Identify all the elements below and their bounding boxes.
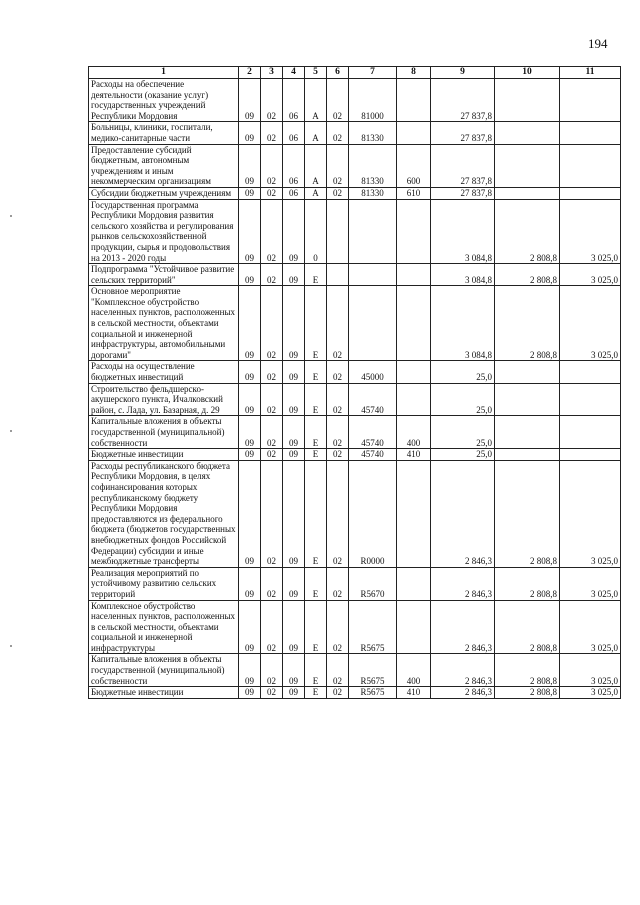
table-row [89,383,621,416]
table-row [89,122,621,144]
code-cell: 81330 [349,187,397,199]
amount-cell: 25,0 [431,449,495,461]
amount-cell [560,79,621,122]
code-cell [349,286,397,361]
table-row [89,199,621,264]
table-row [89,361,621,383]
code-cell: 09 [283,286,305,361]
code-cell: 02 [327,600,349,654]
code-cell: 09 [239,286,261,361]
header-cell: 1 [89,67,239,79]
row-name-cell: Комплексное обустройство населенных пунктов, расположенных в сельской местности, объектами социальной и инженерной инфраструктуры [89,600,239,654]
amount-cell: 25,0 [431,416,495,449]
scan-mark-left [10,215,12,217]
amount-cell [560,187,621,199]
amount-cell [495,449,560,461]
amount-cell: 2 846,3 [431,567,495,600]
code-cell: 06 [283,144,305,187]
amount-cell [560,449,621,461]
amount-cell: 2 846,3 [431,654,495,687]
amount-cell: 3 025,0 [560,567,621,600]
row-name-cell: Расходы на осуществление бюджетных инвестиций [89,361,239,383]
header-cell: 7 [349,67,397,79]
row-name-cell: Бюджетные инвестиции [89,687,239,699]
code-cell: 09 [239,187,261,199]
code-cell [397,264,431,286]
code-cell: 45740 [349,449,397,461]
code-cell: 400 [397,654,431,687]
budget-table [88,66,621,699]
code-cell: 410 [397,449,431,461]
amount-cell: 3 025,0 [560,199,621,264]
row-name-cell: Бюджетные инвестиции [89,449,239,461]
code-cell: 09 [239,687,261,699]
amount-cell: 2 808,8 [495,567,560,600]
header-cell: 8 [397,67,431,79]
code-cell: 02 [327,383,349,416]
code-cell: 02 [261,383,283,416]
code-cell: Е [305,416,327,449]
code-cell: 0 [305,199,327,264]
amount-cell: 2 846,3 [431,687,495,699]
code-cell: 02 [327,122,349,144]
row-name-cell: Реализация мероприятий по устойчивому развитию сельских территорий [89,567,239,600]
code-cell [397,460,431,567]
code-cell: 02 [327,567,349,600]
code-cell: Е [305,286,327,361]
code-cell: А [305,144,327,187]
table-row [89,187,621,199]
amount-cell [560,383,621,416]
header-cell: 2 [239,67,261,79]
header-cell: 3 [261,67,283,79]
code-cell: Е [305,654,327,687]
code-cell: 02 [261,79,283,122]
code-cell: 02 [327,416,349,449]
code-cell: R5675 [349,600,397,654]
table-row [89,460,621,567]
amount-cell: 3 025,0 [560,264,621,286]
amount-cell: 27 837,8 [431,187,495,199]
row-name-cell: Подпрограмма "Устойчивое развитие сельских территорий" [89,264,239,286]
amount-cell [560,122,621,144]
code-cell: 02 [261,600,283,654]
table-row [89,286,621,361]
row-name-cell: Капитальные вложения в объекты государственной (муниципальной) собственности [89,654,239,687]
code-cell: 400 [397,416,431,449]
code-cell: 45740 [349,383,397,416]
code-cell: 09 [283,264,305,286]
code-cell: 02 [261,416,283,449]
code-cell: 09 [283,361,305,383]
table-row [89,449,621,461]
amount-cell [495,144,560,187]
code-cell [397,199,431,264]
amount-cell: 3 025,0 [560,654,621,687]
code-cell [397,600,431,654]
table-row [89,264,621,286]
code-cell: 09 [283,383,305,416]
amount-cell [495,416,560,449]
code-cell: 09 [239,416,261,449]
amount-cell: 25,0 [431,383,495,416]
code-cell: 02 [261,460,283,567]
code-cell: 02 [261,122,283,144]
amount-cell [495,361,560,383]
amount-cell [495,122,560,144]
code-cell: 02 [261,654,283,687]
amount-cell: 2 808,8 [495,460,560,567]
amount-cell: 2 808,8 [495,199,560,264]
code-cell: 02 [261,286,283,361]
row-name-cell: Капитальные вложения в объекты государственной (муниципальной) собственности [89,416,239,449]
scan-mark-left-3 [10,645,12,647]
code-cell: R5670 [349,567,397,600]
code-cell: Е [305,383,327,416]
code-cell: 02 [327,187,349,199]
code-cell: Е [305,361,327,383]
code-cell [397,567,431,600]
amount-cell: 3 084,8 [431,264,495,286]
scan-mark-left-2 [10,430,12,432]
page-number: 194 [588,36,608,51]
code-cell [349,264,397,286]
amount-cell: 3 084,8 [431,199,495,264]
amount-cell: 25,0 [431,361,495,383]
code-cell: R0000 [349,460,397,567]
row-name-cell: Основное мероприятие "Комплексное обустройство населенных пунктов, расположенных в сельской местности, объектами социальной и инженерной инфраструктуры, автомобильными дорогами" [89,286,239,361]
row-name-cell: Субсидии бюджетным учреждениям [89,187,239,199]
code-cell: Е [305,567,327,600]
amount-cell [560,361,621,383]
header-cell: 10 [495,67,560,79]
row-name-cell: Больницы, клиники, госпитали, медико-санитарные части [89,122,239,144]
amount-cell: 3 025,0 [560,600,621,654]
code-cell: 09 [239,567,261,600]
row-name-cell: Расходы на обеспечение деятельности (оказание услуг) государственных учреждений Республики Мордовия [89,79,239,122]
code-cell: 09 [239,383,261,416]
code-cell: 02 [261,687,283,699]
code-cell: 09 [239,199,261,264]
row-name-cell: Строительство фельдшерско-акушерского пункта, Ичалковский район, с. Лада, ул. Базарная, д. 29 [89,383,239,416]
code-cell: 09 [283,199,305,264]
amount-cell [560,416,621,449]
code-cell: 02 [327,460,349,567]
code-cell [349,199,397,264]
code-cell: 09 [239,264,261,286]
code-cell [327,199,349,264]
amount-cell: 27 837,8 [431,122,495,144]
amount-cell: 2 808,8 [495,286,560,361]
code-cell: 81000 [349,79,397,122]
header-cell: 11 [560,67,621,79]
amount-cell: 2 846,3 [431,600,495,654]
code-cell: 81330 [349,144,397,187]
code-cell: R5675 [349,687,397,699]
code-cell [397,122,431,144]
amount-cell: 3 025,0 [560,687,621,699]
code-cell: 02 [327,79,349,122]
code-cell: 45000 [349,361,397,383]
code-cell [397,383,431,416]
code-cell: 09 [283,687,305,699]
code-cell: 410 [397,687,431,699]
code-cell: 06 [283,122,305,144]
code-cell: Е [305,449,327,461]
amount-cell [495,383,560,416]
code-cell: 09 [239,654,261,687]
code-cell: 09 [283,449,305,461]
table-row [89,654,621,687]
amount-cell [495,79,560,122]
code-cell [397,286,431,361]
table-body [89,79,621,699]
code-cell: Е [305,460,327,567]
code-cell: 09 [239,460,261,567]
code-cell: 02 [327,687,349,699]
code-cell: 02 [327,449,349,461]
code-cell: 02 [261,187,283,199]
code-cell: 09 [283,654,305,687]
header-cell: 4 [283,67,305,79]
amount-cell: 3 025,0 [560,286,621,361]
row-name-cell: Государственная программа Республики Мордовия развития сельского хозяйства и регулирования рынков сельскохозяйственной продукции, сырья и продовольствия на 2013 - 2020 годы [89,199,239,264]
code-cell: 02 [327,654,349,687]
code-cell: А [305,122,327,144]
code-cell: А [305,187,327,199]
header-row [89,67,621,79]
code-cell: 81330 [349,122,397,144]
amount-cell: 27 837,8 [431,144,495,187]
amount-cell: 3 025,0 [560,460,621,567]
code-cell [327,264,349,286]
amount-cell: 2 808,8 [495,600,560,654]
amount-cell: 2 846,3 [431,460,495,567]
row-name-cell: Расходы республиканского бюджета Республики Мордовия, в целях софинансирования которых республиканскому бюджету Республики Мордовия предоставляются из федерального бюджета (бюджетов государственных внебюджетных фондов Российской Федерации) субсидии и иные межбюджетные трансферты [89,460,239,567]
code-cell: 02 [327,144,349,187]
code-cell: 09 [283,600,305,654]
code-cell: 09 [283,567,305,600]
code-cell: 09 [239,361,261,383]
header-cell: 5 [305,67,327,79]
amount-cell: 3 084,8 [431,286,495,361]
code-cell: 06 [283,79,305,122]
code-cell [397,79,431,122]
code-cell: 02 [327,361,349,383]
code-cell: 02 [261,199,283,264]
code-cell: 02 [261,567,283,600]
code-cell: Е [305,687,327,699]
amount-cell: 2 808,8 [495,687,560,699]
code-cell: R5675 [349,654,397,687]
amount-cell [495,187,560,199]
table-row [89,687,621,699]
header-cell: 6 [327,67,349,79]
row-name-cell: Предоставление субсидий бюджетным, автономным учреждениям и иным некоммерческим организациям [89,144,239,187]
code-cell: 600 [397,144,431,187]
table-row [89,79,621,122]
code-cell: Е [305,264,327,286]
table-row [89,416,621,449]
code-cell: 09 [239,122,261,144]
code-cell: 610 [397,187,431,199]
code-cell: 02 [261,144,283,187]
code-cell: 02 [327,286,349,361]
table-row [89,144,621,187]
code-cell: 02 [261,264,283,286]
code-cell: А [305,79,327,122]
header-cell: 9 [431,67,495,79]
amount-cell: 2 808,8 [495,264,560,286]
code-cell: 09 [239,449,261,461]
code-cell [397,361,431,383]
code-cell: Е [305,600,327,654]
amount-cell: 2 808,8 [495,654,560,687]
code-cell: 09 [239,600,261,654]
code-cell: 09 [283,460,305,567]
code-cell: 02 [261,361,283,383]
amount-cell [560,144,621,187]
code-cell: 02 [261,449,283,461]
table-row [89,567,621,600]
amount-cell: 27 837,8 [431,79,495,122]
code-cell: 09 [283,416,305,449]
code-cell: 45740 [349,416,397,449]
table-row [89,600,621,654]
code-cell: 09 [239,144,261,187]
code-cell: 06 [283,187,305,199]
code-cell: 09 [239,79,261,122]
